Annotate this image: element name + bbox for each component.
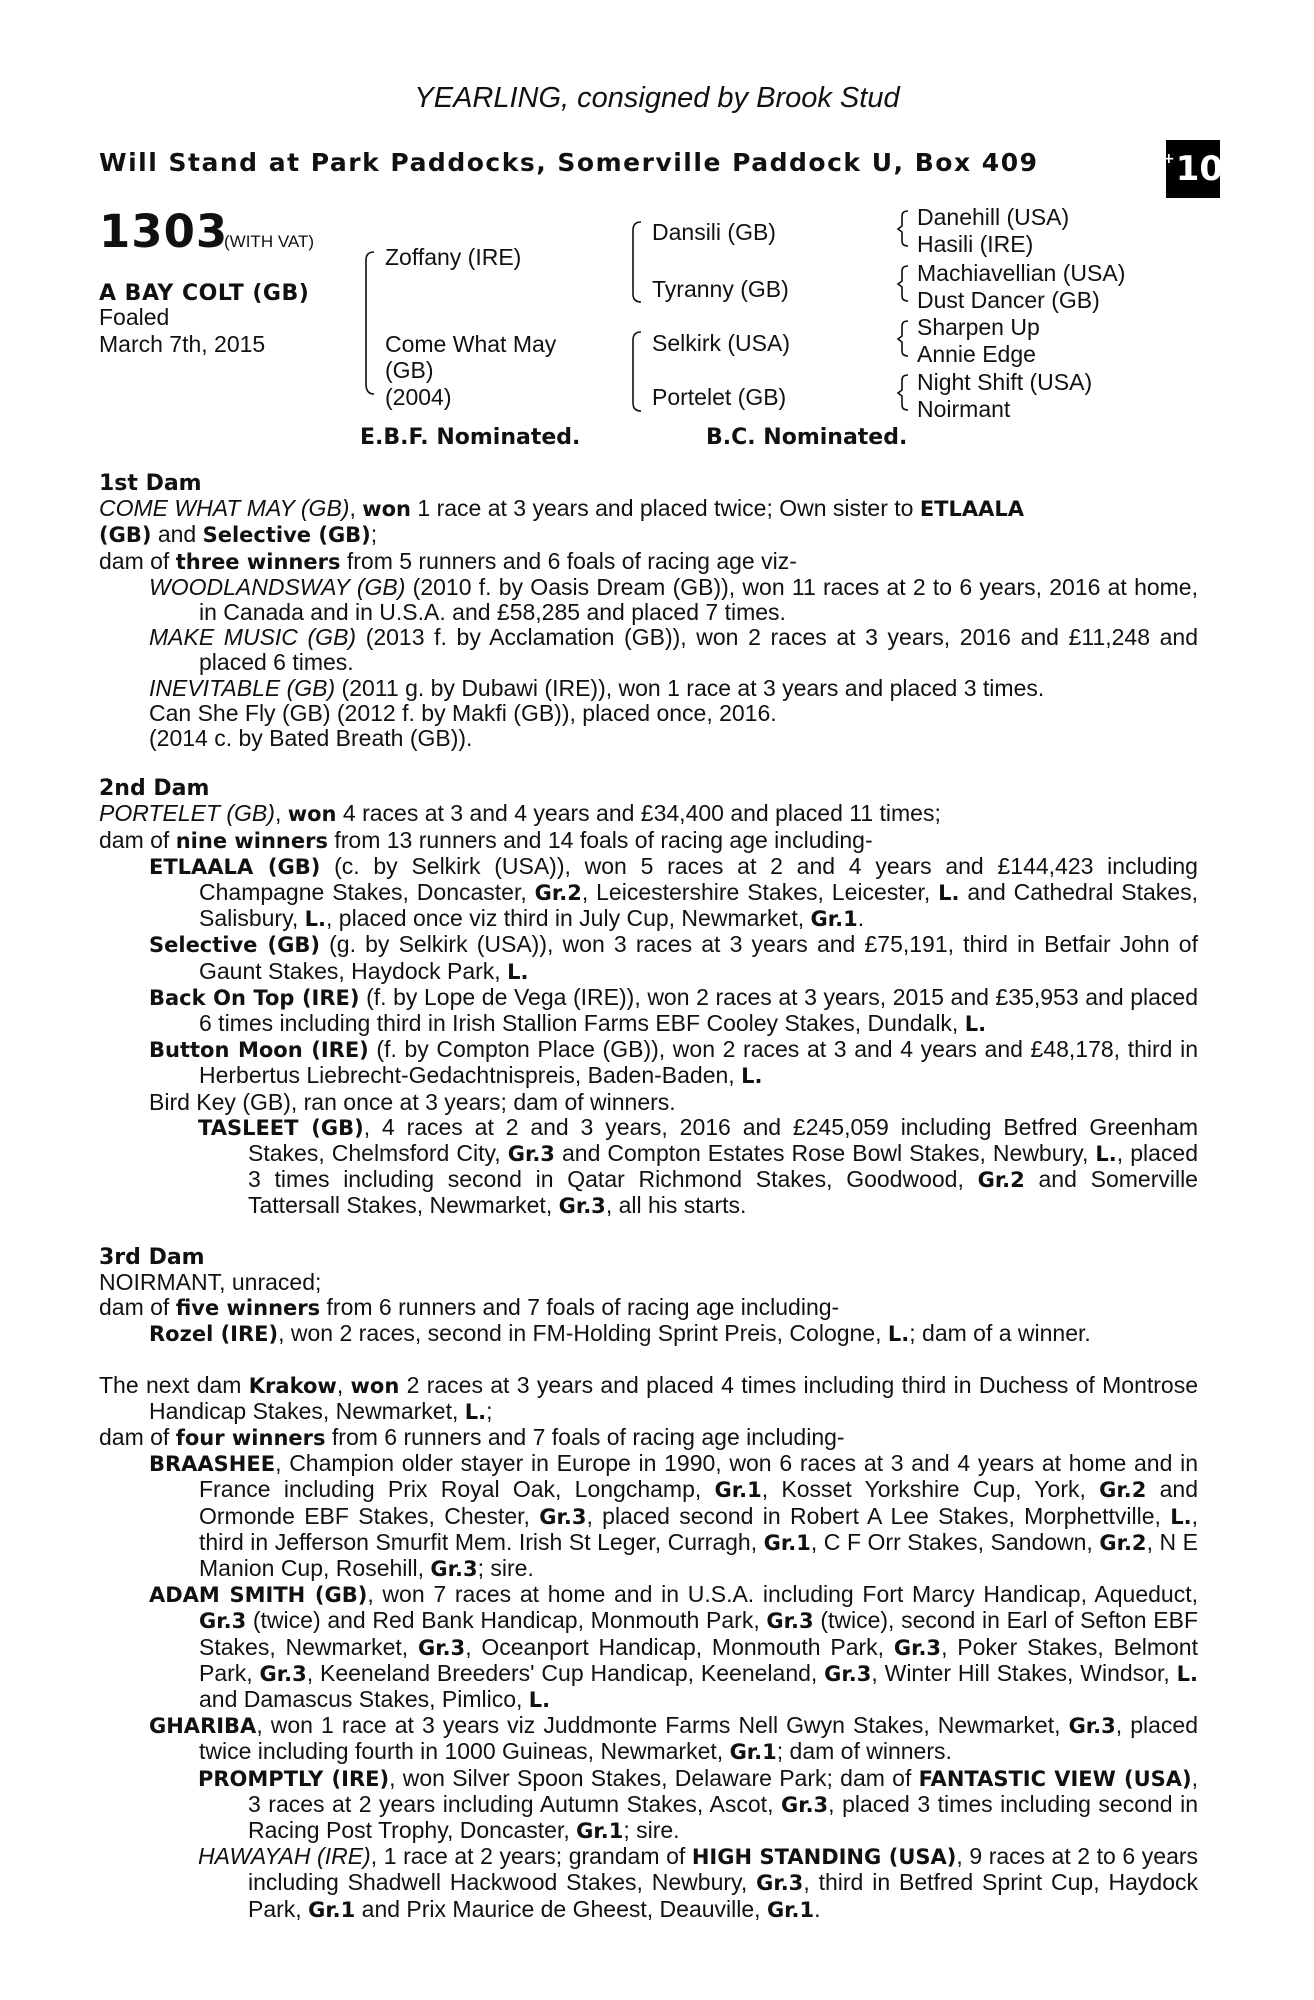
grade: Gr.3 xyxy=(539,1504,587,1529)
dam-name: Krakow xyxy=(248,1373,337,1398)
sire-dam: Tyranny (GB) xyxy=(652,276,789,302)
text: , Leicestershire Stakes, Leicester, xyxy=(581,879,939,906)
second-dam-heading: 2nd Dam xyxy=(99,776,210,802)
text: (2013 f. by Acclamation (GB)), won 2 races at 3 years, 2016 and £11,248 and placed 6 times. xyxy=(199,624,1198,676)
text: , 4 races at 2 and 3 years, 2016 and £245,059 including Betfred Greenham Stakes, Chelmsford City, xyxy=(248,1113,1198,1167)
text: , placed 3 times including second in Racing Post Trophy, Doncaster, xyxy=(248,1790,1198,1843)
horse-name: BRAASHEE xyxy=(149,1452,276,1477)
grade: Gr.3 xyxy=(893,1635,942,1660)
bc-nominated: B.C. Nominated. xyxy=(706,425,908,450)
text: . xyxy=(857,905,865,932)
text: , Oceanport Handicap, Monmouth Park, xyxy=(465,1633,894,1660)
grade: L. xyxy=(304,907,327,932)
gen3-6: Annie Edge xyxy=(917,341,1036,367)
spacer xyxy=(99,1348,1198,1373)
text: , C F Orr Stakes, Sandown, xyxy=(810,1528,1100,1555)
grade: L. xyxy=(507,959,529,984)
foaled-date: March 7th, 2015 xyxy=(99,331,266,357)
text: . xyxy=(814,1895,821,1922)
stand-location: Will Stand at Park Paddocks, Somerville Paddock U, Box 409 xyxy=(99,148,1039,177)
text: , xyxy=(349,495,363,522)
won-word: won xyxy=(287,802,337,827)
produce-entry xyxy=(99,1766,1198,1845)
grade: Gr.1 xyxy=(576,1818,624,1843)
horse-name: Selective (GB) xyxy=(202,523,371,548)
winners-count: four winners xyxy=(175,1425,326,1450)
grade: L. xyxy=(887,1322,910,1347)
second-dam-produce-summary xyxy=(99,828,1198,854)
lot-description: A BAY COLT (GB) xyxy=(99,281,310,306)
spacer xyxy=(99,751,1198,776)
text: , Keeneland Breeders' Cup Handicap, Keeneland, xyxy=(306,1659,825,1686)
gen3-5: Sharpen Up xyxy=(917,314,1040,340)
spacer xyxy=(99,1220,1198,1245)
brace-dam xyxy=(633,332,641,411)
brace-sire xyxy=(633,222,641,302)
produce-entry xyxy=(99,1844,1198,1923)
text: and Ormonde EBF Stakes, Chester, xyxy=(199,1476,1199,1529)
horse-name: (GB) xyxy=(99,523,152,548)
horse-name: INEVITABLE (GB) xyxy=(149,674,336,701)
text: ; dam of a winner. xyxy=(909,1320,1091,1347)
gen3-3: Machiavellian (USA) xyxy=(917,260,1126,286)
horse-name: ETLAALA (GB) xyxy=(149,854,321,879)
produce-entry xyxy=(99,1115,1198,1220)
text: and Damascus Stakes, Pimlico, xyxy=(199,1685,529,1712)
text: , placed once viz third in July Cup, Newmarket, xyxy=(326,905,811,932)
sire-sire: Dansili (GB) xyxy=(652,219,776,245)
grade: Gr.3 xyxy=(417,1635,466,1660)
produce-record xyxy=(99,471,1198,1923)
next-dam-summary xyxy=(99,1373,1198,1425)
third-dam-summary: NOIRMANT, unraced; xyxy=(99,1268,322,1295)
third-dam-heading: 3rd Dam xyxy=(99,1244,205,1270)
text: , placed 3 times including second in Qatar Richmond Stakes, Goodwood, xyxy=(248,1140,1198,1193)
next-dam-produce-summary xyxy=(99,1425,1198,1451)
grade: L. xyxy=(464,1399,487,1424)
badge-number: 10 xyxy=(1175,149,1224,189)
dam-line-1: Come What May xyxy=(385,331,557,357)
produce-entry xyxy=(99,1321,1198,1347)
text: and xyxy=(151,521,203,548)
produce-entry xyxy=(99,1582,1198,1713)
second-dam-summary xyxy=(99,801,1198,827)
grade: Gr.1 xyxy=(810,907,858,932)
winners-count: nine winners xyxy=(175,828,328,853)
grade: Gr.1 xyxy=(766,1897,815,1922)
grade: Gr.3 xyxy=(558,1194,606,1219)
grade: Gr.2 xyxy=(1099,1478,1147,1503)
produce-entry xyxy=(99,625,1198,675)
gen3-1: Danehill (USA) xyxy=(917,204,1070,230)
vat-note: (WITH VAT) xyxy=(224,232,315,251)
text: , Winter Hill Stakes, Windsor, xyxy=(871,1659,1177,1686)
third-dam-produce-summary xyxy=(99,1295,1198,1321)
grade: Gr.2 xyxy=(534,881,582,906)
text: , Poker Stakes, Belmont Park, xyxy=(199,1633,1198,1686)
text: (g. by Selkirk (USA)), won 3 races at 3 years and £75,191, third in Betfair John of Gaunt Stakes, Haydock Park, xyxy=(199,931,1198,984)
horse-name: Rozel (IRE) xyxy=(149,1322,279,1347)
produce-entry: (2014 c. by Bated Breath (GB)). xyxy=(149,725,473,752)
text: 2 races at 3 years and placed 4 times including third in Duchess of Montrose Handicap Stakes, Newmarket, xyxy=(149,1371,1199,1424)
text: ; sire. xyxy=(477,1554,534,1581)
text: , N E Manion Cup, Rosehill, xyxy=(199,1528,1198,1581)
grade: Gr.3 xyxy=(756,1871,804,1896)
horse-name: Back On Top (IRE) xyxy=(149,985,360,1010)
text: and Cathedral Stakes, Salisbury, xyxy=(199,879,1198,932)
text: , 1 race at 2 years; grandam of xyxy=(370,1843,692,1870)
badge-plus: + xyxy=(1162,151,1175,167)
grade: L. xyxy=(938,881,960,906)
text: , Champion older stayer in Europe in 1990, won 6 races at 3 and 4 years at home and in France including Prix Royal Oak, Longchamp, xyxy=(199,1450,1198,1503)
dam-line-2: (GB) xyxy=(385,357,434,383)
first-dam-summary xyxy=(99,496,1198,548)
grade: Gr.1 xyxy=(763,1530,811,1555)
winners-count: three winners xyxy=(175,549,341,574)
horse-name: ADAM SMITH (GB) xyxy=(149,1583,368,1608)
grade: Gr.3 xyxy=(507,1142,555,1167)
dam-dam: Portelet (GB) xyxy=(652,384,787,410)
text: (twice) and Red Bank Handicap, Monmouth Park, xyxy=(246,1607,767,1634)
winners-count: five winners xyxy=(175,1296,321,1321)
text: ; sire. xyxy=(623,1816,680,1843)
grade: Gr.3 xyxy=(1068,1714,1116,1739)
text: (2011 g. by Dubawi (IRE)), won 1 race at 3 years and placed 3 times. xyxy=(335,674,1045,701)
ebf-nominated: E.B.F. Nominated. xyxy=(360,425,581,450)
horse-name: PROMPTLY (IRE) xyxy=(198,1766,390,1791)
text: dam of xyxy=(99,826,176,853)
text: ; xyxy=(486,1397,493,1424)
produce-entry xyxy=(99,932,1198,984)
text: dam of xyxy=(99,1423,176,1450)
first-dam-produce-summary xyxy=(99,549,1198,575)
text: from 6 runners and 7 foals of racing age including- xyxy=(320,1294,840,1321)
dam-sire: Selkirk (USA) xyxy=(652,330,791,356)
horse-name: GHARIBA xyxy=(149,1714,257,1739)
grade: L. xyxy=(1095,1142,1117,1167)
text: , 3 races at 2 years including Autumn Stakes, Ascot, xyxy=(248,1764,1198,1817)
text: ; dam of winners. xyxy=(776,1738,952,1765)
text: dam of xyxy=(99,547,176,574)
grade: Gr.3 xyxy=(259,1661,307,1686)
brace-main xyxy=(366,252,374,394)
dam-name: PORTELET (GB) xyxy=(99,800,275,827)
grade: Gr.3 xyxy=(199,1609,247,1634)
text: from 5 runners and 6 foals of racing age viz- xyxy=(340,547,797,574)
dam-line-3: (2004) xyxy=(385,384,452,410)
produce-entry xyxy=(99,676,1198,701)
grade: Gr.3 xyxy=(766,1609,814,1634)
brace-g2 xyxy=(898,266,908,301)
produce-entry: Can She Fly (GB) (2012 f. by Makfi (GB)), placed once, 2016. xyxy=(149,699,777,726)
horse-name: TASLEET (GB) xyxy=(198,1115,364,1140)
text: , won 1 race at 3 years viz Juddmonte Farms Nell Gwyn Stakes, Newmarket, xyxy=(256,1712,1069,1739)
grade: Gr.3 xyxy=(780,1792,829,1817)
horse-name: Button Moon (IRE) xyxy=(149,1038,369,1063)
grade: Gr.1 xyxy=(308,1897,356,1922)
produce-entry xyxy=(99,854,1198,933)
lot-number: 1303 xyxy=(99,205,229,258)
horse-name: Selective (GB) xyxy=(149,933,320,958)
brace-g4 xyxy=(898,375,908,410)
text: , won 7 races at home and in U.S.A. including Fort Marcy Handicap, Aqueduct, xyxy=(367,1581,1198,1608)
grade: Gr.1 xyxy=(714,1478,762,1503)
text: , all his starts. xyxy=(605,1192,747,1219)
text: , placed twice including fourth in 1000 Guineas, Newmarket, xyxy=(199,1712,1199,1765)
text: , third in Betfred Sprint Cup, Haydock Park, xyxy=(248,1869,1198,1922)
foaled-label: Foaled xyxy=(99,304,170,330)
text: , won 2 races, second in FM-Holding Sprint Preis, Cologne, xyxy=(278,1320,888,1347)
produce-entry xyxy=(99,575,1198,625)
won-word: won xyxy=(350,1373,400,1398)
text: from 6 runners and 7 foals of racing age including- xyxy=(325,1423,845,1450)
grade: L. xyxy=(528,1687,551,1712)
text: and Prix Maurice de Gheest, Deauville, xyxy=(355,1895,767,1922)
page-title: YEARLING, consigned by Brook Stud xyxy=(414,82,900,114)
text: 4 races at 3 and 4 years and £34,400 and placed 11 times; xyxy=(336,800,941,827)
brace-g3 xyxy=(898,321,908,356)
produce-entry xyxy=(99,1037,1198,1089)
horse-name: ETLAALA xyxy=(919,497,1025,522)
text: , third in Jefferson Smurfit Mem. Irish St Leger, Curragh, xyxy=(199,1502,1199,1555)
text: , xyxy=(274,800,288,827)
produce-entry xyxy=(99,1713,1198,1765)
text: , won Silver Spoon Stakes, Delaware Park; dam of xyxy=(389,1764,919,1791)
text: , 9 races at 2 to 6 years including Shadwell Hackwood Stakes, Newbury, xyxy=(248,1843,1199,1896)
grade: Gr.3 xyxy=(430,1556,478,1581)
horse-name: FANTASTIC VIEW (USA) xyxy=(918,1766,1192,1791)
text: (f. by Lope de Vega (IRE)), won 2 races at 3 years, 2015 and £35,953 and placed 6 times including third in Irish Stallion Farms EBF Cooley Stakes, Dundalk, xyxy=(199,983,1198,1037)
text: , placed second in Robert A Lee Stakes, Morphettville, xyxy=(586,1502,1171,1529)
text: dam of xyxy=(99,1294,176,1321)
horse-name: HAWAYAH (IRE) xyxy=(198,1843,371,1870)
brace-g1 xyxy=(898,211,908,246)
text: (f. by Compton Place (GB)), won 2 races at 3 and 4 years and £48,178, third in Herbertus Liebrecht-Gedachtnispreis, Baden-Baden, xyxy=(199,1036,1198,1089)
text: (2010 f. by Oasis Dream (GB)), won 11 races at 2 to 6 years, 2016 at home, in Canada and in U.S.A. and £58,285 and placed 7 times. xyxy=(199,573,1198,626)
grade: L. xyxy=(741,1064,763,1089)
horse-name: WOODLANDSWAY (GB) xyxy=(149,573,406,600)
gen3-4: Dust Dancer (GB) xyxy=(917,287,1100,313)
gen3-8: Noirmant xyxy=(917,396,1011,422)
grade: Gr.2 xyxy=(1099,1530,1147,1555)
text: , Kosset Yorkshire Cup, York, xyxy=(761,1476,1100,1503)
sire: Zoffany (IRE) xyxy=(385,244,522,270)
grade: Gr.3 xyxy=(824,1661,872,1686)
text: and Somerville Tattersall Stakes, Newmarket, xyxy=(248,1166,1198,1219)
grade: L. xyxy=(1170,1504,1192,1529)
horse-name: MAKE MUSIC (GB) xyxy=(149,624,357,651)
produce-entry xyxy=(99,1451,1198,1582)
grade: Gr.2 xyxy=(977,1168,1025,1193)
gen3-2: Hasili (IRE) xyxy=(917,231,1034,257)
text: ; xyxy=(370,521,378,548)
text: (c. by Selkirk (USA)), won 5 races at 2 and 4 years and £144,423 including Champagne Stakes, Doncaster, xyxy=(199,852,1198,906)
text: The next dam xyxy=(99,1371,249,1398)
produce-entry: Bird Key (GB), ran once at 3 years; dam of winners. xyxy=(149,1088,676,1115)
text: 1 race at 3 years and placed twice; Own sister to xyxy=(411,495,920,522)
text: (twice), second in Earl of Sefton EBF Stakes, Newmarket, xyxy=(199,1607,1199,1660)
grade: Gr.1 xyxy=(729,1740,777,1765)
produce-entry xyxy=(99,985,1198,1037)
won-word: won xyxy=(362,497,412,522)
grade: L. xyxy=(964,1012,987,1037)
text: from 13 runners and 14 foals of racing age including- xyxy=(327,826,873,853)
dam-name: COME WHAT MAY (GB) xyxy=(99,495,350,522)
text: and Compton Estates Rose Bowl Stakes, Newbury, xyxy=(554,1140,1096,1167)
first-dam-heading: 1st Dam xyxy=(99,471,202,496)
horse-name: HIGH STANDING (USA) xyxy=(691,1845,957,1870)
gen3-7: Night Shift (USA) xyxy=(917,369,1093,395)
text: , xyxy=(336,1371,351,1398)
grade: L. xyxy=(1176,1661,1198,1686)
